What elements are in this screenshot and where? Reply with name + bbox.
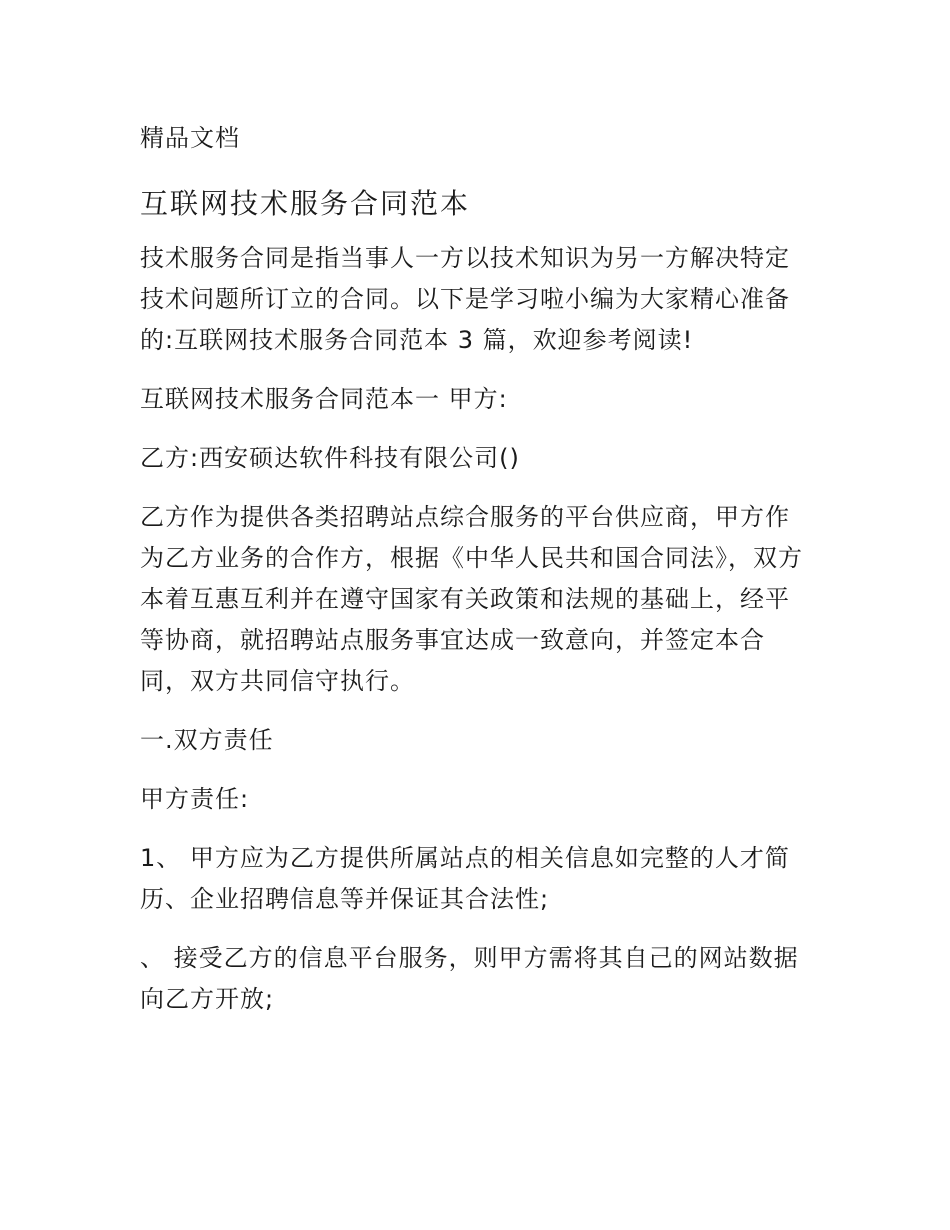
header-label: 精品文档 <box>140 124 240 152</box>
intro-paragraph: 技术服务合同是指当事人一方以技术知识为另一方解决特定技术问题所订立的合同。以下是学习啦小编为大家精心准备的:互联网技术服务合同范本 3 篇，欢迎参考阅读! <box>140 244 790 354</box>
section-heading-party-a: 互联网技术服务合同范本一 甲方: <box>140 385 508 413</box>
party-a-responsibilities-heading: 甲方责任: <box>140 785 250 813</box>
clause-1: 1、 甲方应为乙方提供所属站点的相关信息如完整的人才简历、企业招聘信息等并保证其合法性; <box>140 844 790 913</box>
document-body <box>140 118 805 1038</box>
party-b-line: 乙方:西安硕达软件科技有限公司() <box>140 444 520 472</box>
preamble-paragraph: 乙方作为提供各类招聘站点综合服务的平台供应商，甲方作为乙方业务的合作方，根据《中华人民共和国合同法》，双方本着互惠互利并在遵守国家有关政策和法规的基础上，经平等协商，就招聘站点服务事宜达成一致意向，并签定本合同，双方共同信守执行。 <box>140 503 803 695</box>
section-responsibilities-heading: 一.双方责任 <box>140 726 274 754</box>
document-title: 互联网技术服务合同范本 <box>140 187 471 220</box>
clause-2: 、 接受乙方的信息平台服务，则甲方需将其自己的网站数据向乙方开放; <box>140 944 799 1013</box>
